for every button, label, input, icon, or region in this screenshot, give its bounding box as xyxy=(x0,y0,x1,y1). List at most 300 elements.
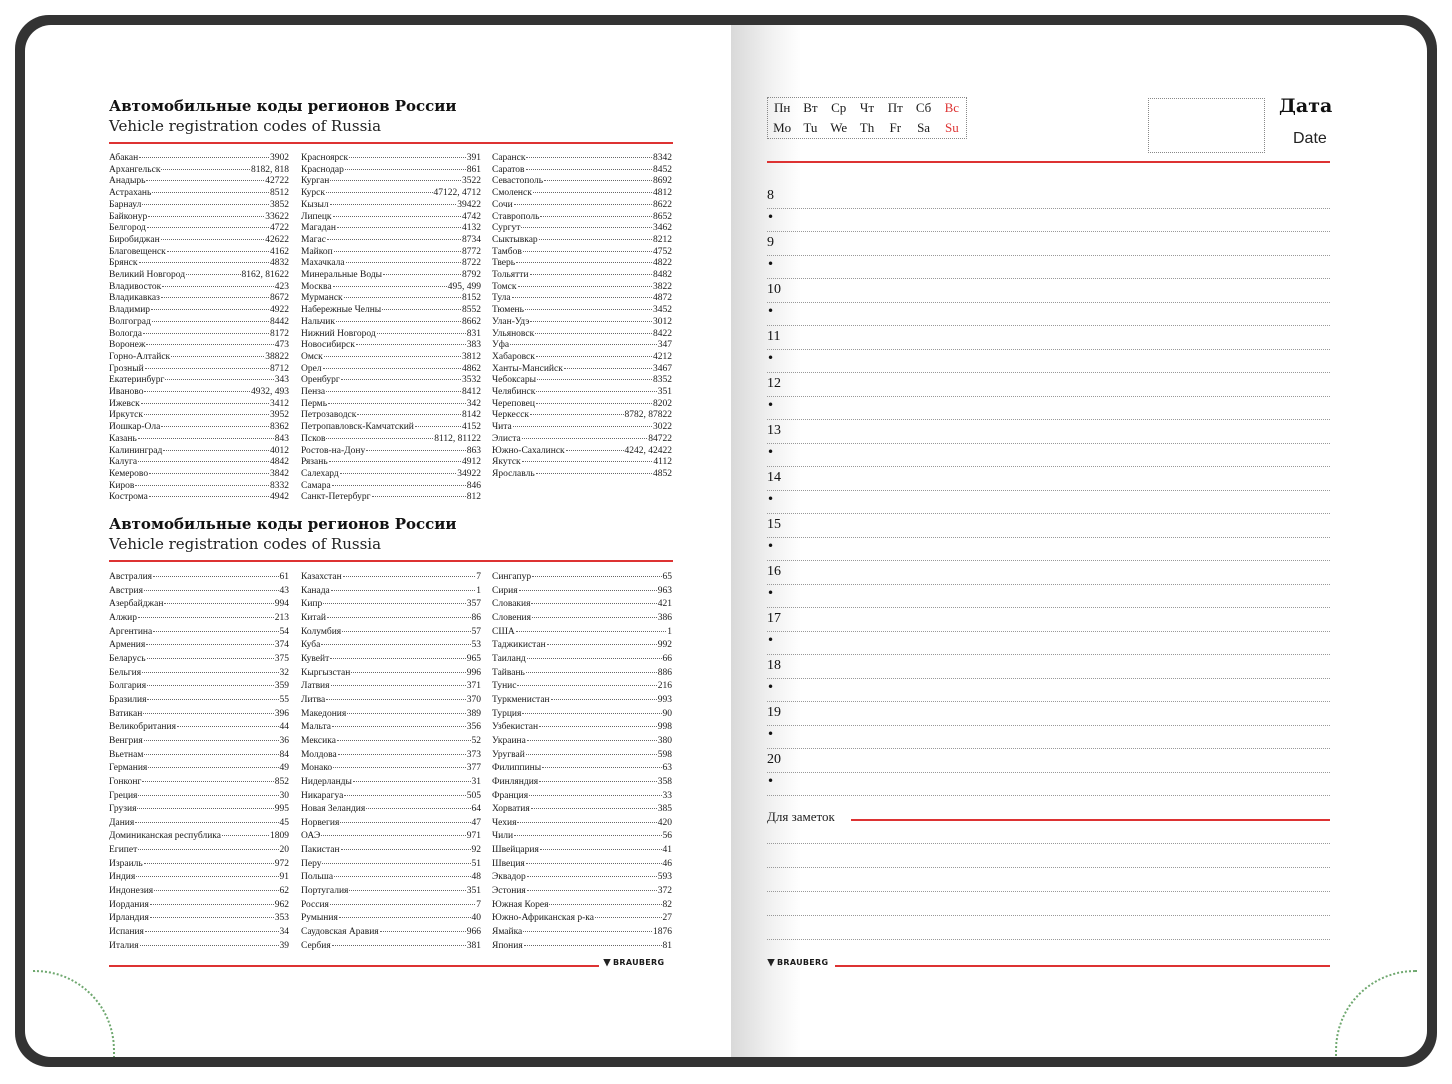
entry-code: 54 xyxy=(279,626,289,637)
dot-leader xyxy=(527,740,657,741)
dot-leader xyxy=(514,204,652,205)
schedule-line[interactable] xyxy=(767,772,1330,773)
dot-leader xyxy=(148,216,264,217)
dot-leader xyxy=(136,876,278,877)
entry-name: Беларусь xyxy=(109,653,146,664)
schedule-line[interactable] xyxy=(767,748,1330,749)
stitching-decoration xyxy=(33,970,115,1057)
entry-code: 61 xyxy=(279,572,289,582)
entry-code: 8452 xyxy=(653,164,672,175)
dot-leader xyxy=(135,485,269,486)
dot-leader xyxy=(342,631,470,632)
entry-name: Венгрия xyxy=(109,735,143,746)
code-entry xyxy=(492,387,672,399)
dot-leader xyxy=(380,931,466,932)
entry-name: Норвегия xyxy=(301,817,340,828)
entry-code: 965 xyxy=(466,653,481,664)
entry-name: Казахстан xyxy=(301,572,342,582)
entry-code: 8342 xyxy=(653,153,672,163)
dot-leader xyxy=(526,157,652,158)
dot-leader xyxy=(144,590,279,591)
dot-leader xyxy=(513,426,652,427)
entry-name: Тунис xyxy=(492,681,517,692)
entry-name: Владикавказ xyxy=(109,293,160,304)
code-entry xyxy=(492,212,672,224)
dot-leader xyxy=(148,767,278,768)
entry-code: 4742 xyxy=(462,211,481,222)
code-entry xyxy=(492,235,672,247)
dot-leader xyxy=(366,450,466,451)
hour-label: 13 xyxy=(767,423,781,438)
dot-leader xyxy=(171,356,264,357)
entry-code: 44 xyxy=(279,722,289,733)
entry-code: 353 xyxy=(274,913,289,924)
schedule-line[interactable] xyxy=(767,443,1330,444)
dot-leader xyxy=(344,795,465,796)
dot-leader xyxy=(547,644,657,645)
dot-leader xyxy=(138,617,274,618)
notes-line[interactable] xyxy=(767,915,1330,916)
entry-name: Австрия xyxy=(109,585,143,596)
entry-code: 91 xyxy=(279,872,289,883)
entry-name: Ханты-Мансийск xyxy=(492,363,563,374)
entry-name: Литва xyxy=(301,694,326,705)
weekday-en-1[interactable]: Tu xyxy=(803,120,818,135)
dot-leader xyxy=(138,795,278,796)
section1-title: Автомобильные коды регионов России xyxy=(109,97,457,115)
schedule-line[interactable] xyxy=(767,302,1330,303)
code-entry xyxy=(301,885,481,899)
weekday-ru-5[interactable]: Сб xyxy=(915,100,932,115)
entry-name: Канада xyxy=(301,585,330,596)
code-entry xyxy=(109,422,289,434)
entry-code: 966 xyxy=(466,927,481,938)
section1-divider xyxy=(109,142,673,144)
code-entry xyxy=(109,885,289,899)
entry-name: Германия xyxy=(109,763,148,774)
entry-name: Туркменистан xyxy=(492,694,550,705)
entry-code: 4212 xyxy=(653,351,672,362)
entry-name: Йошкар-Ола xyxy=(109,422,161,433)
schedule-line[interactable] xyxy=(767,208,1330,209)
dot-leader xyxy=(524,945,662,946)
code-entry xyxy=(109,721,289,735)
entry-name: Псков xyxy=(301,433,326,444)
entry-code: 56 xyxy=(662,831,672,842)
dot-leader xyxy=(339,917,471,918)
entry-code: 39 xyxy=(279,940,289,951)
schedule-line[interactable] xyxy=(767,231,1330,232)
entry-name: Вьетнам xyxy=(109,749,144,760)
entry-code: 1 xyxy=(667,626,672,637)
dot-leader xyxy=(535,333,652,334)
entry-code: 356 xyxy=(466,722,481,733)
entry-code: 7 xyxy=(476,899,481,910)
entry-code: 8422 xyxy=(653,328,672,339)
entry-code: 4162 xyxy=(270,246,289,257)
dot-leader xyxy=(357,414,461,415)
code-entry xyxy=(492,329,672,341)
entry-name: Элиста xyxy=(492,433,521,444)
dot-leader xyxy=(595,917,662,918)
dot-leader xyxy=(143,713,273,714)
dot-leader xyxy=(522,713,661,714)
entry-code: 8652 xyxy=(653,211,672,222)
dot-leader xyxy=(512,297,652,298)
entry-name: Пенза xyxy=(301,387,326,398)
dot-leader xyxy=(141,403,269,404)
dot-leader xyxy=(337,740,471,741)
entry-name: Ставрополь xyxy=(492,211,540,222)
entry-code: 389 xyxy=(466,708,481,719)
entry-name: Мексика xyxy=(301,735,336,746)
entry-name: США xyxy=(492,626,515,637)
code-entry xyxy=(109,844,289,858)
code-entry xyxy=(301,940,481,954)
code-entry xyxy=(492,885,672,899)
weekday-en-4[interactable]: Fr xyxy=(889,120,902,135)
entry-code: 3467 xyxy=(653,363,672,374)
half-hour-bullet: • xyxy=(767,633,775,647)
code-entry xyxy=(492,680,672,694)
dot-leader xyxy=(523,931,652,932)
entry-name: Таиланд xyxy=(492,653,526,664)
stitching-decoration xyxy=(1335,970,1417,1057)
code-entry xyxy=(492,667,672,681)
code-entry xyxy=(492,790,672,804)
dot-leader xyxy=(536,391,656,392)
entry-name: Оренбург xyxy=(301,375,340,386)
dot-leader xyxy=(330,658,465,659)
dot-leader xyxy=(539,781,657,782)
code-entry xyxy=(301,626,481,640)
schedule-line[interactable] xyxy=(767,725,1330,726)
code-entry xyxy=(109,639,289,653)
code-entry xyxy=(492,340,672,352)
entry-code: 84 xyxy=(279,749,289,760)
entry-code: 40 xyxy=(471,913,481,924)
weekday-ru-4[interactable]: Пт xyxy=(887,100,903,115)
section2-subtitle: Vehicle registration codes of Russia xyxy=(109,535,382,553)
hour-label: 10 xyxy=(767,282,781,297)
hour-label: 19 xyxy=(767,705,781,720)
schedule-line[interactable] xyxy=(767,396,1330,397)
dot-leader xyxy=(532,617,657,618)
entry-code: 998 xyxy=(657,722,672,733)
entry-name: Гонконг xyxy=(109,776,142,787)
dot-leader xyxy=(144,754,278,755)
code-entry xyxy=(301,434,481,446)
entry-name: Куба xyxy=(301,640,321,651)
dot-leader xyxy=(336,321,461,322)
entry-code: 380 xyxy=(657,735,672,746)
entry-code: 84722 xyxy=(648,433,672,444)
schedule-line[interactable] xyxy=(767,701,1330,702)
code-entry xyxy=(301,803,481,817)
schedule-line[interactable] xyxy=(767,795,1330,796)
entry-code: 55 xyxy=(279,694,289,705)
entry-code: 8162, 81622 xyxy=(241,270,289,281)
code-entry xyxy=(109,817,289,831)
entry-name: Монако xyxy=(301,763,333,774)
hour-label: 11 xyxy=(767,329,781,344)
schedule-line[interactable] xyxy=(767,255,1330,256)
code-entry xyxy=(492,410,672,422)
dot-leader xyxy=(149,473,269,474)
schedule-line[interactable] xyxy=(767,631,1330,632)
notes-line[interactable] xyxy=(767,939,1330,940)
date-box[interactable] xyxy=(1148,98,1265,153)
entry-code: 8152 xyxy=(462,293,481,304)
half-hour-bullet: • xyxy=(767,445,775,459)
dot-leader xyxy=(536,356,652,357)
entry-name: Мальта xyxy=(301,722,331,733)
dot-leader xyxy=(162,286,274,287)
entry-code: 31 xyxy=(471,776,481,787)
entry-name: Горно-Алтайск xyxy=(109,351,171,362)
dot-leader xyxy=(372,496,466,497)
entry-code: 46 xyxy=(662,858,672,869)
entry-name: Калуга xyxy=(109,457,138,468)
dot-leader xyxy=(514,835,661,836)
code-entry xyxy=(109,926,289,940)
dot-leader xyxy=(526,754,657,755)
weekday-ru-3[interactable]: Чт xyxy=(859,100,875,115)
code-entry xyxy=(301,364,481,376)
code-entry xyxy=(109,858,289,872)
entry-code: 8112, 81122 xyxy=(434,433,481,444)
entry-code: 4872 xyxy=(653,293,672,304)
entry-code: 53 xyxy=(471,640,481,651)
dot-leader xyxy=(522,438,648,439)
entry-code: 62 xyxy=(279,886,289,897)
code-entry xyxy=(492,364,672,376)
code-entry xyxy=(301,410,481,422)
entry-name: Сингапур xyxy=(492,572,532,582)
code-entry xyxy=(492,422,672,434)
entry-code: 41 xyxy=(662,845,672,856)
code-entry xyxy=(109,790,289,804)
code-entry xyxy=(301,282,481,294)
code-entry xyxy=(492,626,672,640)
entry-name: Швейцария xyxy=(492,845,539,856)
entry-name: Доминиканская республика xyxy=(109,831,221,842)
entry-name: Россия xyxy=(301,899,329,910)
header-divider xyxy=(767,161,1330,163)
weekday-ru-6[interactable]: Вс xyxy=(944,100,960,115)
entry-name: Майкоп xyxy=(301,246,333,257)
entry-name: Грозный xyxy=(109,363,144,374)
entry-code: 4132 xyxy=(462,223,481,234)
entry-code: 52 xyxy=(471,735,481,746)
entry-name: Тула xyxy=(492,293,511,304)
code-entry xyxy=(492,293,672,305)
code-entry xyxy=(492,223,672,235)
entry-code: 963 xyxy=(657,585,672,596)
entry-name: Тамбов xyxy=(492,246,522,257)
code-entry xyxy=(301,858,481,872)
entry-name: Киров xyxy=(109,480,135,491)
entry-code: 48 xyxy=(471,872,481,883)
code-entry xyxy=(301,457,481,469)
dot-leader xyxy=(340,473,456,474)
entry-name: Пакистан xyxy=(301,845,340,856)
entry-code: 45 xyxy=(279,817,289,828)
entry-name: Словения xyxy=(492,612,532,623)
entry-code: 385 xyxy=(657,804,672,815)
entry-code: 90 xyxy=(662,708,672,719)
code-entry xyxy=(109,446,289,458)
code-entry xyxy=(109,375,289,387)
entry-name: Кипр xyxy=(301,599,323,610)
code-entry xyxy=(492,749,672,763)
entry-code: 8442 xyxy=(270,316,289,327)
schedule-line[interactable] xyxy=(767,349,1330,350)
entry-name: Грузия xyxy=(109,804,137,815)
schedule-line[interactable] xyxy=(767,278,1330,279)
section2-divider xyxy=(109,560,673,562)
code-entry xyxy=(109,293,289,305)
schedule-line[interactable] xyxy=(767,325,1330,326)
code-entry xyxy=(301,830,481,844)
dot-leader xyxy=(521,227,652,228)
code-entry xyxy=(109,165,289,177)
entry-code: 81 xyxy=(662,940,672,951)
entry-code: 4112 xyxy=(653,457,672,468)
entry-code: 8712 xyxy=(270,363,289,374)
entry-name: Анадырь xyxy=(109,176,146,187)
entry-code: 373 xyxy=(466,749,481,760)
entry-code: 992 xyxy=(657,640,672,651)
dot-leader xyxy=(530,274,652,275)
schedule-line[interactable] xyxy=(767,490,1330,491)
weekday-en-2[interactable]: We xyxy=(830,120,848,135)
code-entry xyxy=(301,422,481,434)
entry-name: Рязань xyxy=(301,457,328,468)
notes-label: Для заметок xyxy=(767,809,835,824)
schedule-line[interactable] xyxy=(767,537,1330,538)
entry-name: Польша xyxy=(301,872,334,883)
weekday-en-5[interactable]: Sa xyxy=(917,120,931,135)
notes-line[interactable] xyxy=(767,867,1330,868)
weekday-selector xyxy=(767,97,967,139)
dot-leader xyxy=(523,251,652,252)
entry-code: 843 xyxy=(274,433,289,444)
dot-leader xyxy=(150,917,274,918)
code-entry xyxy=(109,364,289,376)
entry-name: Ватикан xyxy=(109,708,143,719)
entry-name: Новосибирск xyxy=(301,340,355,351)
entry-name: Узбекистан xyxy=(492,722,539,733)
code-entry xyxy=(492,399,672,411)
dot-leader xyxy=(145,368,269,369)
entry-code: 27 xyxy=(662,913,672,924)
entry-name: Сургут xyxy=(492,223,521,234)
entry-code: 8722 xyxy=(462,258,481,269)
entry-name: Бельгия xyxy=(109,667,142,678)
schedule-line[interactable] xyxy=(767,560,1330,561)
code-entry xyxy=(492,817,672,831)
code-entry xyxy=(492,258,672,270)
entry-name: Китай xyxy=(301,612,326,623)
entry-code: 8692 xyxy=(653,176,672,187)
entry-code: 8792 xyxy=(462,270,481,281)
country-codes-column-2 xyxy=(301,571,481,953)
entry-name: Магадан xyxy=(301,223,336,234)
schedule-line[interactable] xyxy=(767,584,1330,585)
code-entry xyxy=(109,803,289,817)
code-entry xyxy=(492,282,672,294)
dot-leader xyxy=(551,699,657,700)
dot-leader xyxy=(323,603,465,604)
notes-line[interactable] xyxy=(767,843,1330,844)
weekday-en-6[interactable]: Su xyxy=(944,120,959,135)
dot-leader xyxy=(326,192,433,193)
brand-logo-left xyxy=(603,958,664,967)
schedule-line[interactable] xyxy=(767,419,1330,420)
entry-name: Брянск xyxy=(109,258,138,269)
code-entry xyxy=(492,598,672,612)
entry-code: 3022 xyxy=(653,422,672,433)
weekday-ru-1[interactable]: Вт xyxy=(803,100,818,115)
schedule-line[interactable] xyxy=(767,372,1330,373)
entry-code: 4822 xyxy=(653,258,672,269)
code-entry xyxy=(109,912,289,926)
dot-leader xyxy=(135,822,278,823)
entry-name: Сербия xyxy=(301,940,331,951)
schedule-line[interactable] xyxy=(767,513,1330,514)
code-entry xyxy=(301,817,481,831)
dot-leader xyxy=(161,297,269,298)
weekday-ru-0[interactable]: Пн xyxy=(773,100,791,115)
weekday-en-0[interactable]: Mo xyxy=(773,120,792,135)
entry-name: Севастополь xyxy=(492,176,544,187)
schedule-line[interactable] xyxy=(767,678,1330,679)
entry-name: Красноярск xyxy=(301,153,349,163)
entry-code: 996 xyxy=(466,667,481,678)
code-entry xyxy=(109,598,289,612)
entry-code: 4752 xyxy=(653,246,672,257)
code-entry xyxy=(492,912,672,926)
entry-code: 1876 xyxy=(653,927,672,938)
entry-name: Саранск xyxy=(492,153,526,163)
schedule-line[interactable] xyxy=(767,654,1330,655)
entry-name: Нидерланды xyxy=(301,776,352,787)
schedule-line[interactable] xyxy=(767,607,1330,608)
entry-name: Магас xyxy=(301,234,326,245)
entry-code: 3412 xyxy=(270,398,289,409)
weekday-ru-2[interactable]: Ср xyxy=(831,100,847,115)
code-entry xyxy=(109,735,289,749)
entry-code: 8142 xyxy=(462,410,481,421)
entry-code: 33622 xyxy=(265,211,289,222)
dot-leader xyxy=(522,461,653,462)
code-entry xyxy=(109,749,289,763)
code-entry xyxy=(301,762,481,776)
code-entry xyxy=(109,235,289,247)
entry-name: Кемерово xyxy=(109,468,149,479)
entry-code: 495, 499 xyxy=(447,281,481,292)
dot-leader xyxy=(149,496,269,497)
entry-code: 8772 xyxy=(462,246,481,257)
code-entry xyxy=(492,585,672,599)
notes-line[interactable] xyxy=(767,891,1330,892)
entry-code: 863 xyxy=(466,445,481,456)
half-hour-bullet: • xyxy=(767,727,775,741)
schedule-line[interactable] xyxy=(767,466,1330,467)
hour-label: 8 xyxy=(767,188,774,203)
weekday-en-3[interactable]: Th xyxy=(859,120,875,135)
